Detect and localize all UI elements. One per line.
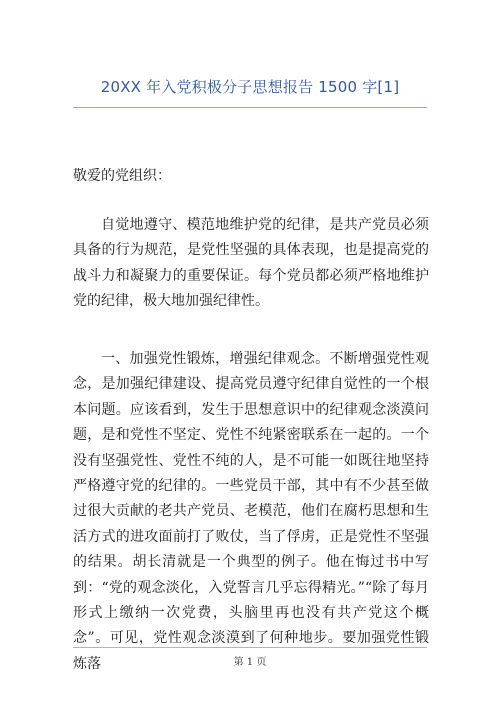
salutation: 敬爱的党组织：: [73, 168, 171, 184]
page-number: 第 1 页: [233, 657, 267, 668]
footer-divider: [73, 647, 427, 648]
title-divider: [73, 107, 427, 108]
document-title: 20XX 年入党积极分子思想报告 1500 字[1]: [100, 78, 400, 96]
paragraph-2: 一、加强党性锻炼，增强纪律观念。不断增强党性观念，是加强纪律建设、提高党员遵守纪律自觉性的一个根本问题。应该看到，发生于思想意识中的纪律观念淡漠问题，是和党性不坚定、党性不纯紧密联系在一起的。一个没有坚强党性、党性不纯的人，是不可能一如既往地坚持严格遵守党的纪律的。一些党员干部，其中有不少甚至做过很大贡献的老共产党员、老模范，他们在腐朽思想和生活方式的进攻面前打了败仗，当了俘虏，正是党性不坚强的结果。胡长清就是一个典型的例子。他在悔过书中写到：“党的观念淡化，入党誓言几乎忘得精光。”“除了每月形式上缴纳一次党费，头脑里再也没有共产党这个概念”。可见，党性观念淡漠到了何种地步。要加强党性锻炼落: [73, 351, 429, 672]
paragraph-1: 自觉地遵守、模范地维护党的纪律，是共产党员必须具备的行为规范，是党性坚强的具体表现，也是提高党的战斗力和凝聚力的重要保证。每个党员都必须严格地维护党的纪律，极大地加强纪律性。: [73, 217, 429, 310]
